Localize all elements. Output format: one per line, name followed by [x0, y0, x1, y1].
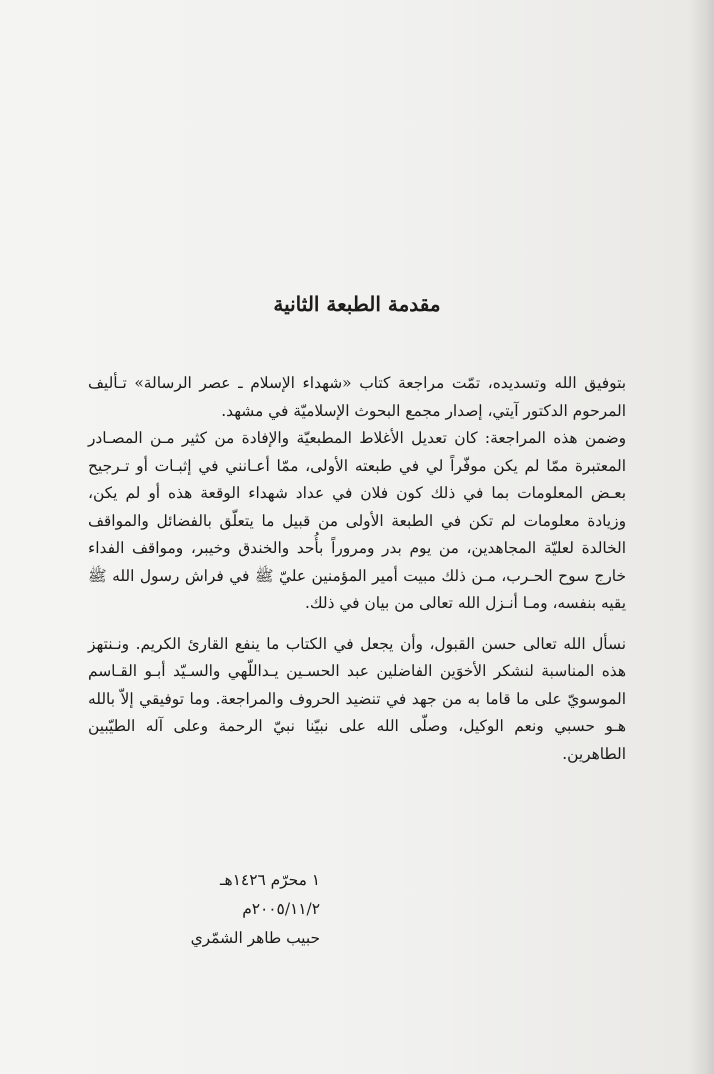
body-text	[88, 370, 626, 768]
author-name: حبيب طاهر الشمّري	[190, 929, 320, 947]
signature-block	[170, 866, 320, 953]
page-heading: مقدمة الطبعة الثانية	[273, 292, 441, 316]
gregorian-date: ٢٠٠٥/١١/٢م	[242, 900, 320, 918]
paragraph-thanks: نسأل الله تعالى حسن القبول، وأن يجعل في الكتاب ما ينفع القارئ الكريم. ونـنتهز هذه المناسبة لنشكر الأخوَين الفاضلين عبد الحسـين يـداللّهي والسـيّد أبـو القـاسم الموسويّ على ما قاما به من جهد في تنضيد الحروف والمراجعة. وما توفيقي إلاّ بالله هـو حسبي ونعم الوكيل، وصلّى الله على نبيّنا نبيّ الرحمة وعلى آله الطيّبين الطاهرين.	[88, 634, 626, 763]
paragraph-intro: بتوفيق الله وتسديده، تمّت مراجعة كتاب «شهداء الإسلام ـ عصر الرسالة» تـأليف المرحوم الدكتور آيتي، إصدار مجمع البحوث الإسلاميّة في مشهد.	[88, 374, 626, 420]
hijri-date: ١ محرّم ١٤٢٦هـ	[220, 871, 320, 889]
paragraph-review: وضمن هذه المراجعة: كان تعديل الأغلاط المطبعيّة والإفادة من كثير مـن المصـادر المعتبرة ممّا لم يكن موفّراً لي في طبعته الأولى، ممّا أعـانني في إثبـات أو تـرجيح بعـض المعلومات بما في ذلك كون فلان في عداد شهداء الوقعة هذه أو لم يكن، وزيادة معلومات لم تكن في الطبعة الأولى من قبيل ما يتعلّق بالفضائل والمواقف الخالدة لعليّة المجاهدين، من يوم بدر ومروراً بأُحد والخندق وخيبر، ومواقف الفداء خارج سوح الحـرب، مـن ذلك مبيت أمير المؤمنين عليّ ﷺ في فراش رسول الله ﷺ يقيه بنفسه، ومـا أنـزل الله تعالى من بيان في ذلك.	[88, 429, 626, 612]
binding-shadow	[688, 0, 714, 1074]
